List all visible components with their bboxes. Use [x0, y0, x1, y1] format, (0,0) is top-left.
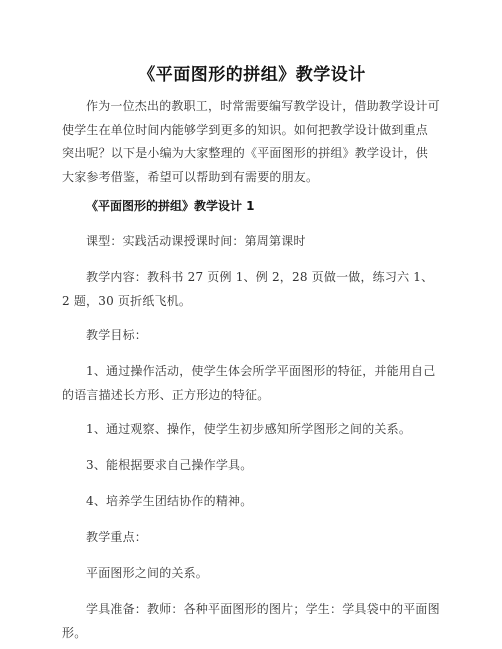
- document-title: 《平面图形的拼组》教学设计: [138, 65, 366, 85]
- key-point-paragraph: 平面图形之间的关系。: [86, 566, 209, 580]
- goal-item-2: 1、通过观察、操作，使学生初步感知所学图形之间的关系。: [86, 422, 412, 436]
- goal-item-1: 1、通过操作活动，使学生体会所学平面图形的特征，并能用自己的语言描述长方形、正方形边的特征。: [62, 364, 436, 402]
- teaching-content-paragraph: 教学内容：教科书 27 页例 1、例 2，28 页做一做，练习六 1、2 题，30 页折纸飞机。: [62, 270, 434, 308]
- course-type-paragraph: 课型：实践活动课授课时间：第周第课时: [86, 234, 306, 248]
- goal-item-3: 3、能根据要求自己操作学具。: [86, 458, 253, 472]
- materials-paragraph: 学具准备：教师：各种平面图形的图片；学生：学具袋中的平面图形。: [62, 602, 440, 640]
- intro-paragraph: 作为一位杰出的教职工，时常需要编写教学设计，借助教学设计可使学生在单位时间内能够学到更多的知识。如何把教学设计做到重点突出呢？以下是小编为大家整理的《平面图形的拼组》教学设计，供大家参考借鉴，希望可以帮助到有需要的朋友。: [62, 99, 440, 184]
- teaching-goals-label: 教学目标：: [86, 328, 148, 342]
- section-heading: 《平面图形的拼组》教学设计 1: [86, 199, 255, 213]
- key-points-label: 教学重点：: [86, 530, 148, 544]
- goal-item-4: 4、培养学生团结协作的精神。: [86, 494, 253, 508]
